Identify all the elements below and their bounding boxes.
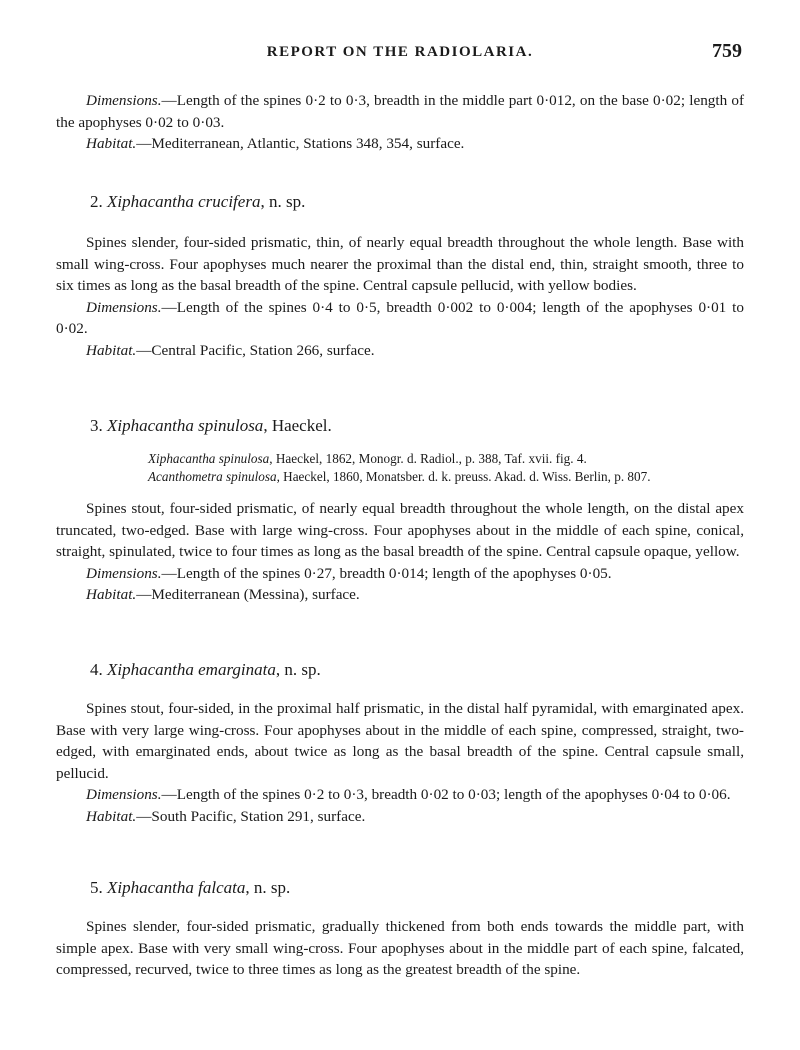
dimensions-label: Dimensions. — [86, 564, 162, 582]
species-heading — [90, 416, 332, 436]
species-number: 3. — [90, 416, 103, 435]
species-name: Xiphacantha spinulosa — [107, 416, 264, 435]
description-paragraph: Spines stout, four-sided, in the proximal half prismatic, in the distal half pyramidal, with emarginated apex. Base with very large wing-cross. Four apophyses about in the middle of each spine, compressed, straight, two-edged, with emarginated ends, about twice as long as the basal breadth of the spine. Central capsule small, pellucid. — [56, 700, 744, 782]
habitat-paragraph — [56, 806, 744, 828]
species-name: Xiphacantha crucifera — [107, 192, 261, 211]
description-paragraph: Spines stout, four-sided prismatic, of nearly equal breadth throughout the whole length, on the distal apex truncated, two-edged. Base with large wing-cross. Four apophyses about in the middle of each spine, conical, straight, spinulated, twice to four times as long as the basal breadth of the spine. Central capsule opaque, yellow. — [56, 500, 744, 560]
running-title: REPORT ON THE RADIOLARIA. — [266, 44, 534, 60]
species-author: , Haeckel. — [263, 416, 332, 435]
reference-text: , Haeckel, 1860, Monatsber. d. k. preuss. Akad. d. Wiss. Berlin, p. 807. — [276, 469, 651, 484]
reference-text: , Haeckel, 1862, Monogr. d. Radiol., p. 388, Taf. xvii. fig. 4. — [269, 451, 587, 466]
species-author: , n. sp. — [245, 878, 291, 897]
species-body — [56, 498, 744, 606]
dimensions-label: Dimensions. — [86, 786, 162, 803]
habitat-label: Habitat. — [86, 807, 137, 825]
habitat-text: —Mediterranean, Atlantic, Stations 348, 354, surface. — [136, 135, 465, 152]
habitat-text: —South Pacific, Station 291, surface. — [136, 807, 366, 825]
species-author: , n. sp. — [260, 192, 306, 211]
dimensions-text: —Length of the spines 0·2 to 0·3, breadth in the middle part 0·012, on the base 0·02; length of the apophyses 0·02 to 0·03. — [56, 92, 744, 131]
dimensions-text: —Length of the spines 0·4 to 0·5, breadth 0·002 to 0·004; length of the apophyses 0·01 to 0·02. — [56, 298, 744, 337]
intro-block — [56, 90, 744, 155]
dimensions-text: —Length of the spines 0·2 to 0·3, breadth 0·02 to 0·03; length of the apophyses 0·04 to 0·06. — [161, 786, 731, 803]
species-heading — [90, 660, 321, 680]
habitat-label: Habitat. — [86, 135, 137, 152]
reference-item — [148, 450, 748, 468]
species-name: Xiphacantha emarginata — [107, 660, 276, 679]
reference-name: Acanthometra spinulosa — [148, 469, 277, 484]
species-number: 2. — [90, 192, 103, 211]
dimensions-text: —Length of the spines 0·27, breadth 0·014; length of the apophyses 0·05. — [161, 564, 612, 582]
species-number: 4. — [90, 660, 103, 679]
species-heading — [90, 192, 305, 212]
species-name: Xiphacantha falcata — [107, 878, 246, 897]
habitat-label: Habitat. — [86, 341, 137, 359]
habitat-text: —Mediterranean (Messina), surface. — [136, 586, 360, 603]
species-number: 5. — [90, 878, 103, 897]
running-head — [0, 40, 800, 70]
dimensions-paragraph — [56, 563, 744, 585]
description-paragraph: Spines slender, four-sided prismatic, thin, of nearly equal breadth throughout the whole length. Base with small wing-cross. Four apophyses much nearer the proximal than the distal end, thin, straight smooth, three to six times as long as the basal breadth of the spine. Central capsule pellucid, with yellow bodies. — [56, 234, 744, 294]
reference-list — [148, 450, 748, 486]
habitat-paragraph — [56, 584, 744, 606]
habitat-text: —Central Pacific, Station 266, surface. — [136, 341, 375, 359]
species-author: , n. sp. — [275, 660, 321, 679]
dimensions-label: Dimensions. — [86, 298, 162, 316]
dimensions-paragraph — [56, 90, 744, 133]
dimensions-paragraph — [56, 297, 744, 340]
species-body — [56, 232, 744, 361]
page-number: 759 — [712, 40, 742, 62]
habitat-paragraph — [56, 133, 744, 155]
species-body — [56, 916, 744, 981]
species-body — [56, 698, 744, 827]
dimensions-paragraph — [56, 784, 744, 806]
reference-name: Xiphacantha spinulosa — [148, 451, 270, 466]
description-paragraph: Spines slender, four-sided prismatic, gradually thickened from both ends towards the middle part, with simple apex. Base with very small wing-cross. Four apophyses about in the middle part of each spine, falcated, compressed, recurved, twice to three times as long as the greatest breadth of the spine. — [56, 918, 744, 978]
species-heading — [90, 878, 290, 898]
habitat-label: Habitat. — [86, 586, 137, 603]
dimensions-label: Dimensions. — [86, 92, 162, 109]
reference-item — [148, 468, 748, 486]
habitat-paragraph — [56, 340, 744, 362]
